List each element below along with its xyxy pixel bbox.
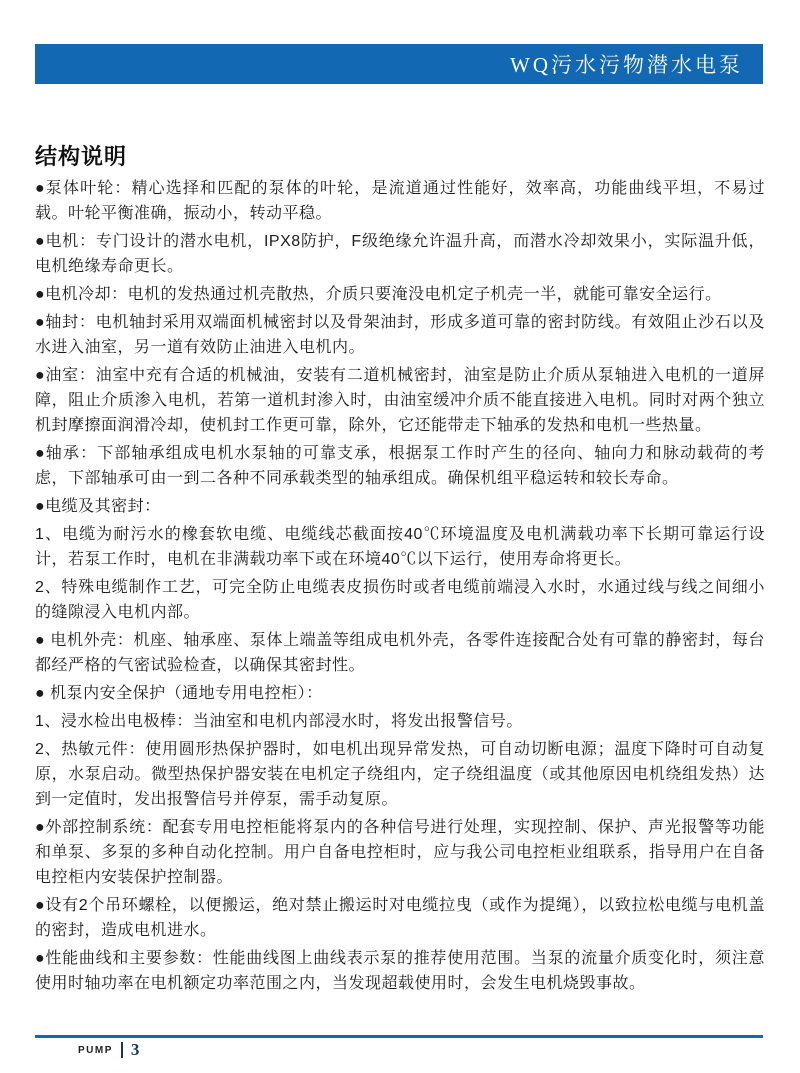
- page-number: 3: [130, 1040, 140, 1059]
- header-bar: [35, 44, 763, 84]
- paragraph: 1、电缆为耐污水的橡套软电缆、电缆线芯截面按40℃环境温度及电机满载功率下长期可靠运行设计，若泵工作时，电机在非满载功率下或在环境40℃以下运行，使用寿命将更长。: [35, 526, 765, 568]
- paragraph: ●油室：油室中充有合适的机械油，安装有二道机械密封，油室是防止介质从泵轴进入电机的一道屏障，阻止介质渗入电机，若第一道机封渗入时，由油室缓冲介质不能直接进入电机。同时对两个独立机封摩擦面润滑冷却，使机封工作更可靠，除外，它还能带走下轴承的发热和电机一些热量。: [35, 367, 765, 434]
- footer-divider-line: [35, 1035, 763, 1038]
- paragraph: ● 电机外壳：机座、轴承座、泵体上端盖等组成电机外壳，各零件连接配合处有可靠的静密封，每台都经严格的气密试验检查，以确保其密封性。: [35, 632, 765, 674]
- section-title: 结构说明: [35, 144, 128, 169]
- paragraph: 2、特殊电缆制作工艺，可完全防止电缆表皮损伤时或者电缆前端浸入水时，水通过线与线之间细小的缝隙浸入电机内部。: [35, 579, 765, 621]
- structure-description-body: [35, 176, 765, 999]
- footer-brand: PUMP: [78, 1044, 113, 1056]
- paragraph: 1、浸水检出电极棒：当油室和电机内部浸水时，将发出报警信号。: [35, 713, 523, 730]
- paragraph: ●轴承：下部轴承组成电机水泵轴的可靠支承，根据泵工作时产生的径向、轴向力和脉动载荷的考虑，下部轴承可由一到二各种不同承载类型的轴承组成。确保机组平稳运转和较长寿命。: [35, 445, 765, 487]
- paragraph: ● 机泵内安全保护（通地专用电控柜）：: [35, 685, 323, 702]
- paragraph: ●外部控制系统：配套专用电控柜能将泵内的各种信号进行处理，实现控制、保护、声光报警等功能和单泵、多泵的多种自动化控制。用户自备电控柜时，应与我公司电控柜业组联系，指导用户在自备电控柜内安装保护控制器。: [35, 819, 765, 886]
- paragraph: ●电机冷却：电机的发热通过机壳散热，介质只要淹没电机定子机壳一半，就能可靠安全运行。: [35, 286, 722, 303]
- footer-separator: [121, 1042, 123, 1058]
- header-title: WQ污水污物潜水电泵: [510, 53, 743, 77]
- paragraph: ●轴封：电机轴封采用双端面机械密封以及骨架油封，形成多道可靠的密封防线。有效阻止沙石以及水进入油室，另一道有效防止油进入电机内。: [35, 314, 765, 356]
- paragraph: ●电缆及其密封：: [35, 498, 161, 515]
- footer: [78, 1040, 139, 1060]
- paragraph: ●性能曲线和主要参数：性能曲线图上曲线表示泵的推荐使用范围。当泵的流量介质变化时，须注意使用时轴功率在电机额定功率范围之内，当发现超载使用时，会发生电机烧毁事故。: [35, 950, 765, 992]
- paragraph: ●泵体叶轮：精心选择和匹配的泵体的叶轮，是流道通过性能好，效率高，功能曲线平坦，不易过载。叶轮平衡准确，振动小，转动平稳。: [35, 180, 765, 222]
- paragraph: ●设有2个吊环螺栓，以便搬运，绝对禁止搬运时对电缆拉曳（或作为提绳），以致拉松电缆与电机盖的密封，造成电机进水。: [35, 897, 765, 939]
- paragraph: 2、热敏元件：使用圆形热保护器时，如电机出现异常发热，可自动切断电源；温度下降时可自动复原，水泵启动。微型热保护器安装在电机定子绕组内，定子绕组温度（或其他原因电机绕组发热）达到一定值时，发出报警信号并停泵，需手动复原。: [35, 741, 765, 808]
- paragraph: ●电机：专门设计的潜水电机，IPX8防护，F级绝缘允许温升高，而潜水冷却效果小，实际温升低，电机绝缘寿命更长。: [35, 233, 765, 275]
